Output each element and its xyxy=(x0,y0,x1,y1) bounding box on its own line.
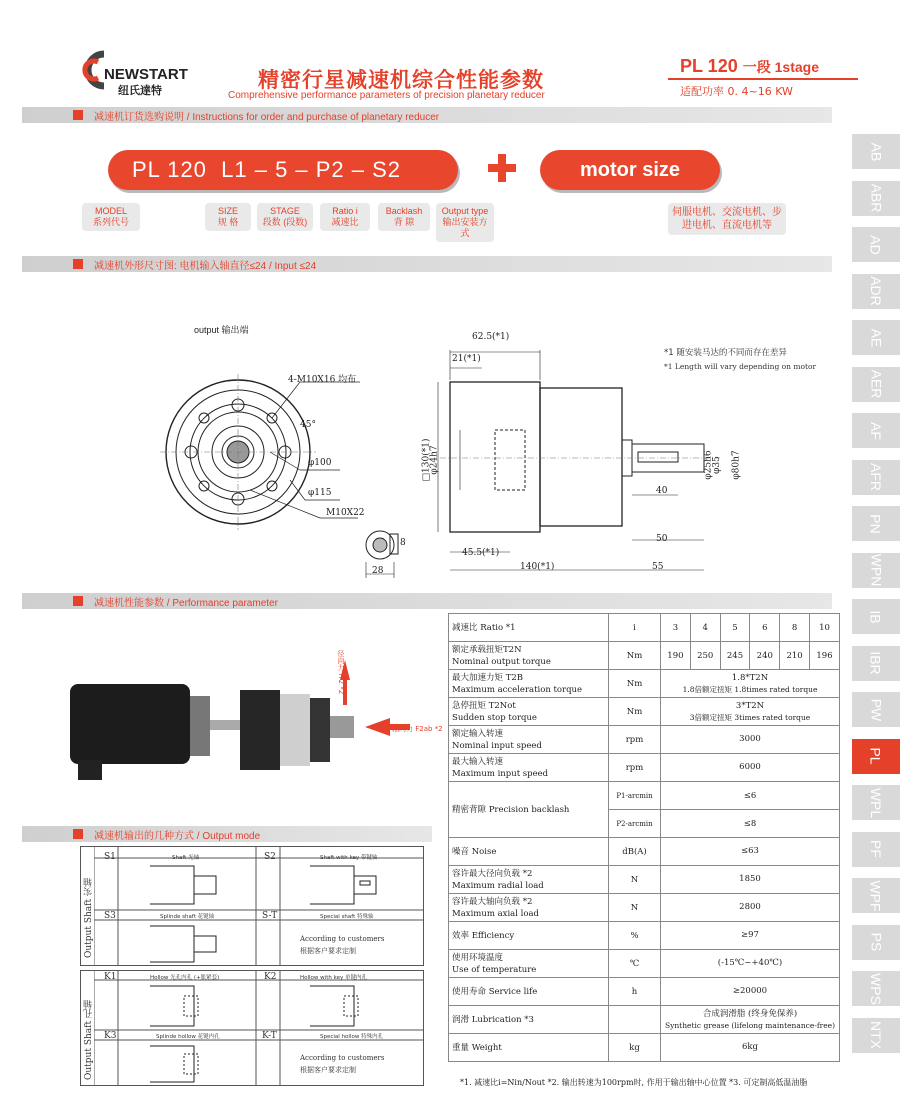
row-value-main: 6kg xyxy=(742,1042,758,1052)
mode-k1-desc: Hollow 光孔内孔 (+胀紧套) xyxy=(150,975,220,981)
row-unit: dB(A) xyxy=(609,838,661,866)
section-order-bar xyxy=(22,107,832,123)
row-value-main: ≥20000 xyxy=(732,986,768,996)
series-tab-label: IB xyxy=(867,609,884,624)
dim-bolt: 4-M10X16 均布 xyxy=(288,375,357,385)
row-name-cn: 润滑 Lubrication *3 xyxy=(452,1014,534,1025)
label-backlash-cn: 背 隙 xyxy=(393,217,415,227)
mode-k3-desc: Splinde hollow 花键内孔 xyxy=(156,1034,220,1040)
label-size xyxy=(205,203,251,231)
row-value-main: 3*T2N xyxy=(735,700,765,711)
row-value xyxy=(661,1006,840,1034)
row-name-cn: 急停扭矩 T2Not xyxy=(452,700,516,711)
row-name-cn: 效率 Efficiency xyxy=(452,930,515,941)
row-name xyxy=(449,642,609,670)
dim-d25: φ25h6 xyxy=(703,450,714,480)
row-value: ≤6 xyxy=(661,782,840,810)
row-value xyxy=(661,866,840,894)
series-tab-label: WPL xyxy=(868,787,884,818)
row-name-cn: 使用环境温度 xyxy=(452,952,504,963)
series-tab-label: PF xyxy=(867,840,884,858)
label-stage-cn: 段数 (段数) xyxy=(262,217,308,227)
mode-custom2: According to customers xyxy=(300,1054,385,1062)
series-tab-label: NTX xyxy=(868,1021,884,1049)
mode-k2: K2 xyxy=(264,972,277,982)
row-name-cn: 额定承载扭矩T2N xyxy=(452,644,522,655)
series-tab-adr[interactable] xyxy=(852,274,900,309)
series-tab-wpn[interactable] xyxy=(852,553,900,588)
row-value-main: ≥97 xyxy=(741,930,759,940)
row-unit: P1-arcmin xyxy=(609,782,661,810)
row-name-en: Maximum radial load xyxy=(452,880,544,891)
section-output-bar xyxy=(22,826,432,842)
row-name-cn: 容许最大径向负载 *2 xyxy=(452,868,533,879)
row-name-en: Maximum axial load xyxy=(452,908,539,919)
dim-40: 40 xyxy=(656,486,668,496)
table-row xyxy=(449,1034,840,1062)
row-name-en: Maximum input speed xyxy=(452,768,549,779)
axial-force-label: 轴向力 F2ab *2 xyxy=(392,725,443,733)
dim-45-5: 45.5(*1) xyxy=(462,548,500,558)
table-row xyxy=(449,614,840,642)
row-value: ≤8 xyxy=(661,810,840,838)
section-perf-bar xyxy=(22,593,832,609)
mode-st-desc: Special shaft 特殊轴 xyxy=(320,914,374,920)
row-name xyxy=(449,894,609,922)
output-label: output 输出端 xyxy=(194,325,249,335)
model-name: PL 120 xyxy=(680,56,738,76)
mode-s1-desc: Shaft 光轴 xyxy=(172,855,200,861)
series-tab-aer[interactable] xyxy=(852,367,900,402)
series-tab-label: ABR xyxy=(867,183,884,213)
torque-cell: 190 xyxy=(661,642,691,670)
reducer-photo xyxy=(60,660,440,800)
label-ratio xyxy=(320,203,370,231)
dim-d115: φ115 xyxy=(308,488,332,498)
label-model-en: MODEL xyxy=(94,206,127,216)
ratio-cell: 6 xyxy=(750,614,780,642)
row-name-cn: 容许最大轴向负载 *2 xyxy=(452,896,533,907)
dim-55: 55 xyxy=(652,562,664,572)
row-name xyxy=(449,670,609,698)
row-unit: ℃ xyxy=(609,950,661,978)
row-value xyxy=(661,838,840,866)
section-perf-title: 减速机性能参数 / Performance parameter xyxy=(94,598,278,609)
row-name xyxy=(449,950,609,978)
row-name-en: Maximum acceleration torque xyxy=(452,684,583,695)
row-name xyxy=(449,922,609,950)
series-tab-pw[interactable] xyxy=(852,692,900,727)
row-name-en: Use of temperature xyxy=(452,964,537,975)
series-tab-ps[interactable] xyxy=(852,925,900,960)
dim-angle: 45° xyxy=(300,420,316,430)
mode-s3: S3 xyxy=(104,911,116,921)
page-title: 精密行星减速机综合性能参数 xyxy=(258,68,544,92)
row-name: 精密背隙 Precision backlash xyxy=(449,782,609,838)
row-name-en: Nominal input speed xyxy=(452,740,542,751)
row-name xyxy=(449,754,609,782)
table-row xyxy=(449,754,840,782)
row-value xyxy=(661,950,840,978)
row-name xyxy=(449,838,609,866)
row-name-cn: 最大输入转速 xyxy=(452,756,504,767)
page-subtitle: Comprehensive performance parameters of precision planetary reducer xyxy=(228,90,545,101)
series-tab-pn[interactable] xyxy=(852,506,900,541)
label-size-en: SIZE xyxy=(217,206,238,216)
mode-s2: S2 xyxy=(264,852,276,862)
series-tab-wps[interactable] xyxy=(852,971,900,1006)
label-stage-en: STAGE xyxy=(270,206,300,216)
torque-cell: 240 xyxy=(750,642,780,670)
torque-cell: 245 xyxy=(720,642,750,670)
row-name xyxy=(449,726,609,754)
section-output-title: 减速机输出的几种方式 / Output mode xyxy=(94,831,261,842)
note1-en: *1 Length will vary depending on motor xyxy=(664,362,817,371)
label-stage xyxy=(257,203,313,231)
row-unit: Nm xyxy=(609,698,661,726)
series-tab-label: WPF xyxy=(867,879,884,912)
motor-size-pill: motor size xyxy=(540,150,720,190)
row-unit: P2-arcmin xyxy=(609,810,661,838)
ratio-cell: 10 xyxy=(809,614,839,642)
dim-21: 21(*1) xyxy=(452,354,481,364)
dim-d100: φ100 xyxy=(308,458,332,468)
table-row xyxy=(449,698,840,726)
series-tab-ibr[interactable] xyxy=(852,646,900,681)
model-underline xyxy=(668,78,858,80)
model-power: 适配功率 0. 4~16 KW xyxy=(680,85,793,98)
row-unit: rpm xyxy=(609,726,661,754)
section-dims-bar xyxy=(22,256,832,272)
mode-s2-desc: Shaft with key 带键轴 xyxy=(320,855,378,861)
mode-k1: K1 xyxy=(104,972,117,982)
row-name: 减速比 Ratio *1 xyxy=(449,614,609,642)
row-unit: N xyxy=(609,866,661,894)
series-tab-wpl[interactable] xyxy=(852,785,900,820)
section-order-title: 减速机订货选购说明 / Instructions for order and purchase of planetary reducer xyxy=(94,112,440,123)
mode-kt-desc: Special hollow 特殊内孔 xyxy=(320,1034,384,1040)
series-tab-af[interactable] xyxy=(852,413,900,448)
label-output-cn: 输出安装方式 xyxy=(442,217,488,238)
output-grid-lines xyxy=(94,846,424,1086)
dim-sq130: □130(*1) xyxy=(421,438,432,482)
table-row xyxy=(449,866,840,894)
row-name-cn: 噪音 Noise xyxy=(452,846,497,857)
series-tab-label: AFR xyxy=(868,463,884,491)
ratio-cell: 3 xyxy=(661,614,691,642)
row-value-main: 2800 xyxy=(739,902,761,912)
series-tab-label: PW xyxy=(868,698,884,721)
dim-8: 8 xyxy=(400,538,406,548)
dim-62-5: 62.5(*1) xyxy=(472,332,510,342)
label-ratio-en: Ratio i xyxy=(332,206,358,216)
series-tab-pf[interactable] xyxy=(852,832,900,867)
series-tab-label: AF xyxy=(867,421,884,440)
series-tab-label: PL xyxy=(868,747,884,765)
series-tab-ab[interactable] xyxy=(852,134,900,169)
row-value-main: ≤63 xyxy=(741,846,759,856)
label-model-cn: 系列代号 xyxy=(92,217,129,227)
mode-custom2-cn: 根据客户要求定制 xyxy=(300,1066,356,1074)
dim-m10x22: M10X22 xyxy=(326,508,365,518)
row-value-sub: 3倍额定扭矩 3times rated torque xyxy=(689,712,811,722)
ratio-cell: 5 xyxy=(720,614,750,642)
series-tab-label: AB xyxy=(868,142,884,161)
front-view-drawing xyxy=(140,330,440,590)
row-value-main: 合成润滑脂 (终身免保养) xyxy=(702,1008,798,1019)
label-output-en: Output type xyxy=(441,206,489,216)
row-name-cn: 最大加速力矩 T2B xyxy=(452,672,524,683)
series-tab-label: ADR xyxy=(868,276,884,306)
series-tab-ad[interactable] xyxy=(852,227,900,262)
row-value xyxy=(661,754,840,782)
row-name xyxy=(449,698,609,726)
ratio-cell: 4 xyxy=(690,614,720,642)
label-size-cn: 规 格 xyxy=(217,217,239,227)
label-ratio-cn: 减速比 xyxy=(331,217,359,227)
row-name xyxy=(449,1006,609,1034)
row-value xyxy=(661,698,840,726)
table-row xyxy=(449,782,840,810)
torque-cell: 210 xyxy=(780,642,810,670)
series-tab-ae[interactable] xyxy=(852,320,900,355)
series-tab-ntx[interactable] xyxy=(852,1018,900,1053)
row-unit: h xyxy=(609,978,661,1006)
series-tab-abr[interactable] xyxy=(852,181,900,216)
row-value-main: 3000 xyxy=(739,734,761,744)
mode-s3-desc: Splinde shaft 花键轴 xyxy=(160,914,215,920)
row-value xyxy=(661,726,840,754)
performance-table xyxy=(448,613,840,1062)
radial-force-label: 径向力 Fr2 *2 xyxy=(337,650,345,695)
solid-shaft-label: Output Shaft 实轴 xyxy=(84,878,94,958)
row-unit: i xyxy=(609,614,661,642)
row-value-main: 6000 xyxy=(739,762,761,772)
order-code-pill: PL 120 L1 – 5 – P2 – S2 xyxy=(108,150,458,190)
label-backlash-en: Backlash xyxy=(385,206,423,216)
logo-text: NEWSTART xyxy=(104,66,188,83)
mode-kt: K-T xyxy=(262,1031,277,1041)
model-title xyxy=(680,56,819,77)
row-name xyxy=(449,866,609,894)
logo-subtext: 纽氏達特 xyxy=(118,84,162,97)
row-value xyxy=(661,894,840,922)
series-tab-label: WPS xyxy=(867,972,884,1005)
table-row xyxy=(449,922,840,950)
dim-d35: φ35 xyxy=(711,456,722,474)
mode-custom1: According to customers xyxy=(300,935,385,943)
label-model xyxy=(82,203,140,231)
mode-s1: S1 xyxy=(104,852,116,862)
series-tab-label: PN xyxy=(867,513,884,534)
mode-custom1-cn: 根据客户要求定制 xyxy=(300,947,356,955)
row-unit: Nm xyxy=(609,642,661,670)
ratio-cell: 8 xyxy=(780,614,810,642)
table-row xyxy=(449,978,840,1006)
dim-140: 140(*1) xyxy=(520,562,555,572)
row-value xyxy=(661,1034,840,1062)
table-row xyxy=(449,726,840,754)
row-value xyxy=(661,670,840,698)
row-name-cn: 使用寿命 Service life xyxy=(452,986,538,997)
series-tab-ib[interactable] xyxy=(852,599,900,634)
row-name-cn: 重量 Weight xyxy=(452,1042,502,1053)
series-tab-pl[interactable] xyxy=(852,739,900,774)
row-name xyxy=(449,1034,609,1062)
table-row xyxy=(449,950,840,978)
table-row xyxy=(449,642,840,670)
label-motor-types: 伺服电机、交流电机、步进电机、直流电机等 xyxy=(668,203,786,235)
row-value-sub: 1.8倍额定扭矩 1.8times rated torque xyxy=(682,684,818,694)
series-tab-label: IBR xyxy=(868,651,884,675)
series-tab-label: AD xyxy=(867,234,884,255)
table-row xyxy=(449,1006,840,1034)
mode-k2-desc: Hollow with key 单键内孔 xyxy=(300,975,367,981)
row-value-main: 1850 xyxy=(739,874,761,884)
series-tab-label: AE xyxy=(868,328,884,347)
row-value-sub: Synthetic grease (lifelong maintenance-free) xyxy=(664,1020,836,1030)
row-unit: N xyxy=(609,894,661,922)
row-unit: rpm xyxy=(609,754,661,782)
row-unit: % xyxy=(609,922,661,950)
table-row xyxy=(449,838,840,866)
row-name-en: Nominal output torque xyxy=(452,656,551,667)
row-unit: Nm xyxy=(609,670,661,698)
series-tab-afr[interactable] xyxy=(852,460,900,495)
row-name-en: Sudden stop torque xyxy=(452,712,537,723)
footnote: *1. 减速比i=Nin/Nout *2. 输出转速为100rpm时, 作用于输出轴中心位置 *3. 可定制高低温油脂 xyxy=(460,1078,808,1087)
series-tab-label: PS xyxy=(868,932,884,952)
hollow-shaft-label: Output Shaft 孔轴 xyxy=(84,1000,94,1080)
dim-d80: φ80h7 xyxy=(731,450,742,480)
row-unit: kg xyxy=(609,1034,661,1062)
model-stage: 一段 1stage xyxy=(742,59,819,75)
note1-cn: *1 随安装马达的不同而存在差异 xyxy=(664,348,787,358)
row-value-main: (-15℃~+40℃) xyxy=(717,958,783,968)
plus-icon xyxy=(487,150,517,186)
row-unit xyxy=(609,1006,661,1034)
series-tab-label: AER xyxy=(867,369,884,399)
torque-cell: 196 xyxy=(809,642,839,670)
series-tab-label: WPN xyxy=(867,553,884,587)
section-dims-title: 减速机外形尺寸图: 电机输入轴直径≤24 / Input ≤24 xyxy=(94,261,317,272)
mode-k3: K3 xyxy=(104,1031,117,1041)
label-backlash xyxy=(378,203,430,231)
dim-28: 28 xyxy=(372,566,384,576)
dim-d47: φ24h7 xyxy=(429,445,440,475)
torque-cell: 250 xyxy=(690,642,720,670)
label-output-type xyxy=(436,203,494,242)
series-tab-wpf[interactable] xyxy=(852,878,900,913)
mode-st: S-T xyxy=(262,911,278,921)
table-row xyxy=(449,670,840,698)
row-value xyxy=(661,978,840,1006)
row-name xyxy=(449,978,609,1006)
table-row xyxy=(449,894,840,922)
row-name-cn: 额定输入转速 xyxy=(452,728,504,739)
row-value-main: 1.8*T2N xyxy=(731,672,769,683)
row-value xyxy=(661,922,840,950)
dim-50: 50 xyxy=(656,534,668,544)
